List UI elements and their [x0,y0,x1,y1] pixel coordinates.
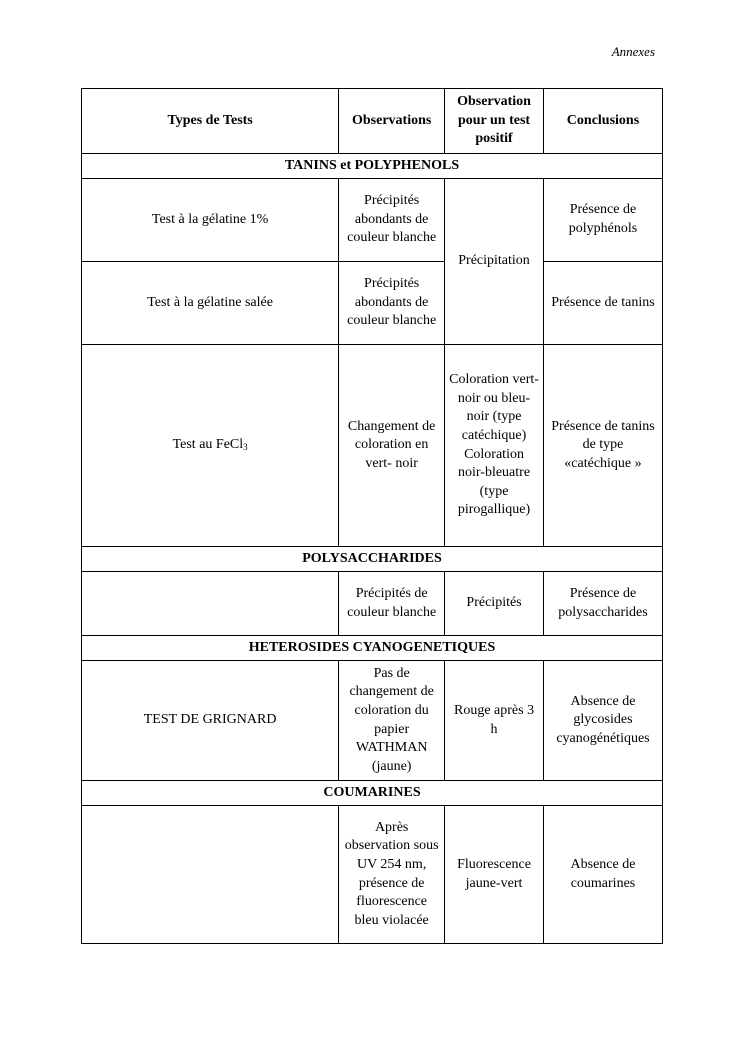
table-row [82,806,663,944]
test-name-subscript: 3 [243,442,248,453]
observation: Pas de changement de coloration du papier WATHMAN (jaune) [339,661,445,781]
header-positive: Observation pour un test positif [445,89,544,154]
observation: Précipités de couleur blanche [339,572,445,636]
positive-result: Rouge après 3 h [445,661,544,781]
table-row [82,262,663,345]
section-title: COUMARINES [82,781,663,806]
header-observations: Observations [339,89,445,154]
section-title: HETEROSIDES CYANOGENETIQUES [82,636,663,661]
conclusion: Présence de polysaccharides [543,572,662,636]
observation: Précipités abondants de couleur blanche [339,262,445,345]
test-name-main: Test au FeCl [172,437,244,453]
section-row [82,636,663,661]
header-conclusions: Conclusions [543,89,662,154]
results-table [81,88,663,944]
test-name [82,806,339,944]
header-types: Types de Tests [82,89,339,154]
test-name: TEST DE GRIGNARD [82,661,339,781]
test-name: Test à la gélatine 1% [82,179,339,262]
table-row [82,345,663,547]
section-row [82,154,663,179]
table-row [82,572,663,636]
observation: Précipités abondants de couleur blanche [339,179,445,262]
conclusion: Absence de glycosides cyanogénétiques [543,661,662,781]
test-name: Test à la gélatine salée [82,262,339,345]
section-row [82,781,663,806]
conclusion: Absence de coumarines [543,806,662,944]
observation: Après observation sous UV 254 nm, présence de fluorescence bleu violacée [339,806,445,944]
section-title: POLYSACCHARIDES [82,547,663,572]
conclusion: Présence de tanins [543,262,662,345]
section-title: TANINS et POLYPHENOLS [82,154,663,179]
test-name [82,345,339,547]
table-row [82,661,663,781]
positive-result [445,345,544,547]
conclusion: Présence de tanins de type «catéchique » [543,345,662,547]
observation: Changement de coloration en vert- noir [339,345,445,547]
conclusion: Présence de polyphénols [543,179,662,262]
table-row [82,179,663,262]
test-name [82,572,339,636]
positive-result-a: Coloration vert- noir ou bleu- noir (type catéchique) [449,372,539,443]
section-row [82,547,663,572]
positive-result: Précipitation [445,179,544,345]
page-header: Annexes [611,44,655,59]
positive-result: Précipités [445,572,544,636]
positive-result: Fluorescence jaune-vert [445,806,544,944]
header-row [82,89,663,154]
positive-result-b: Coloration noir-bleuatre (type pirogallique) [457,446,531,518]
